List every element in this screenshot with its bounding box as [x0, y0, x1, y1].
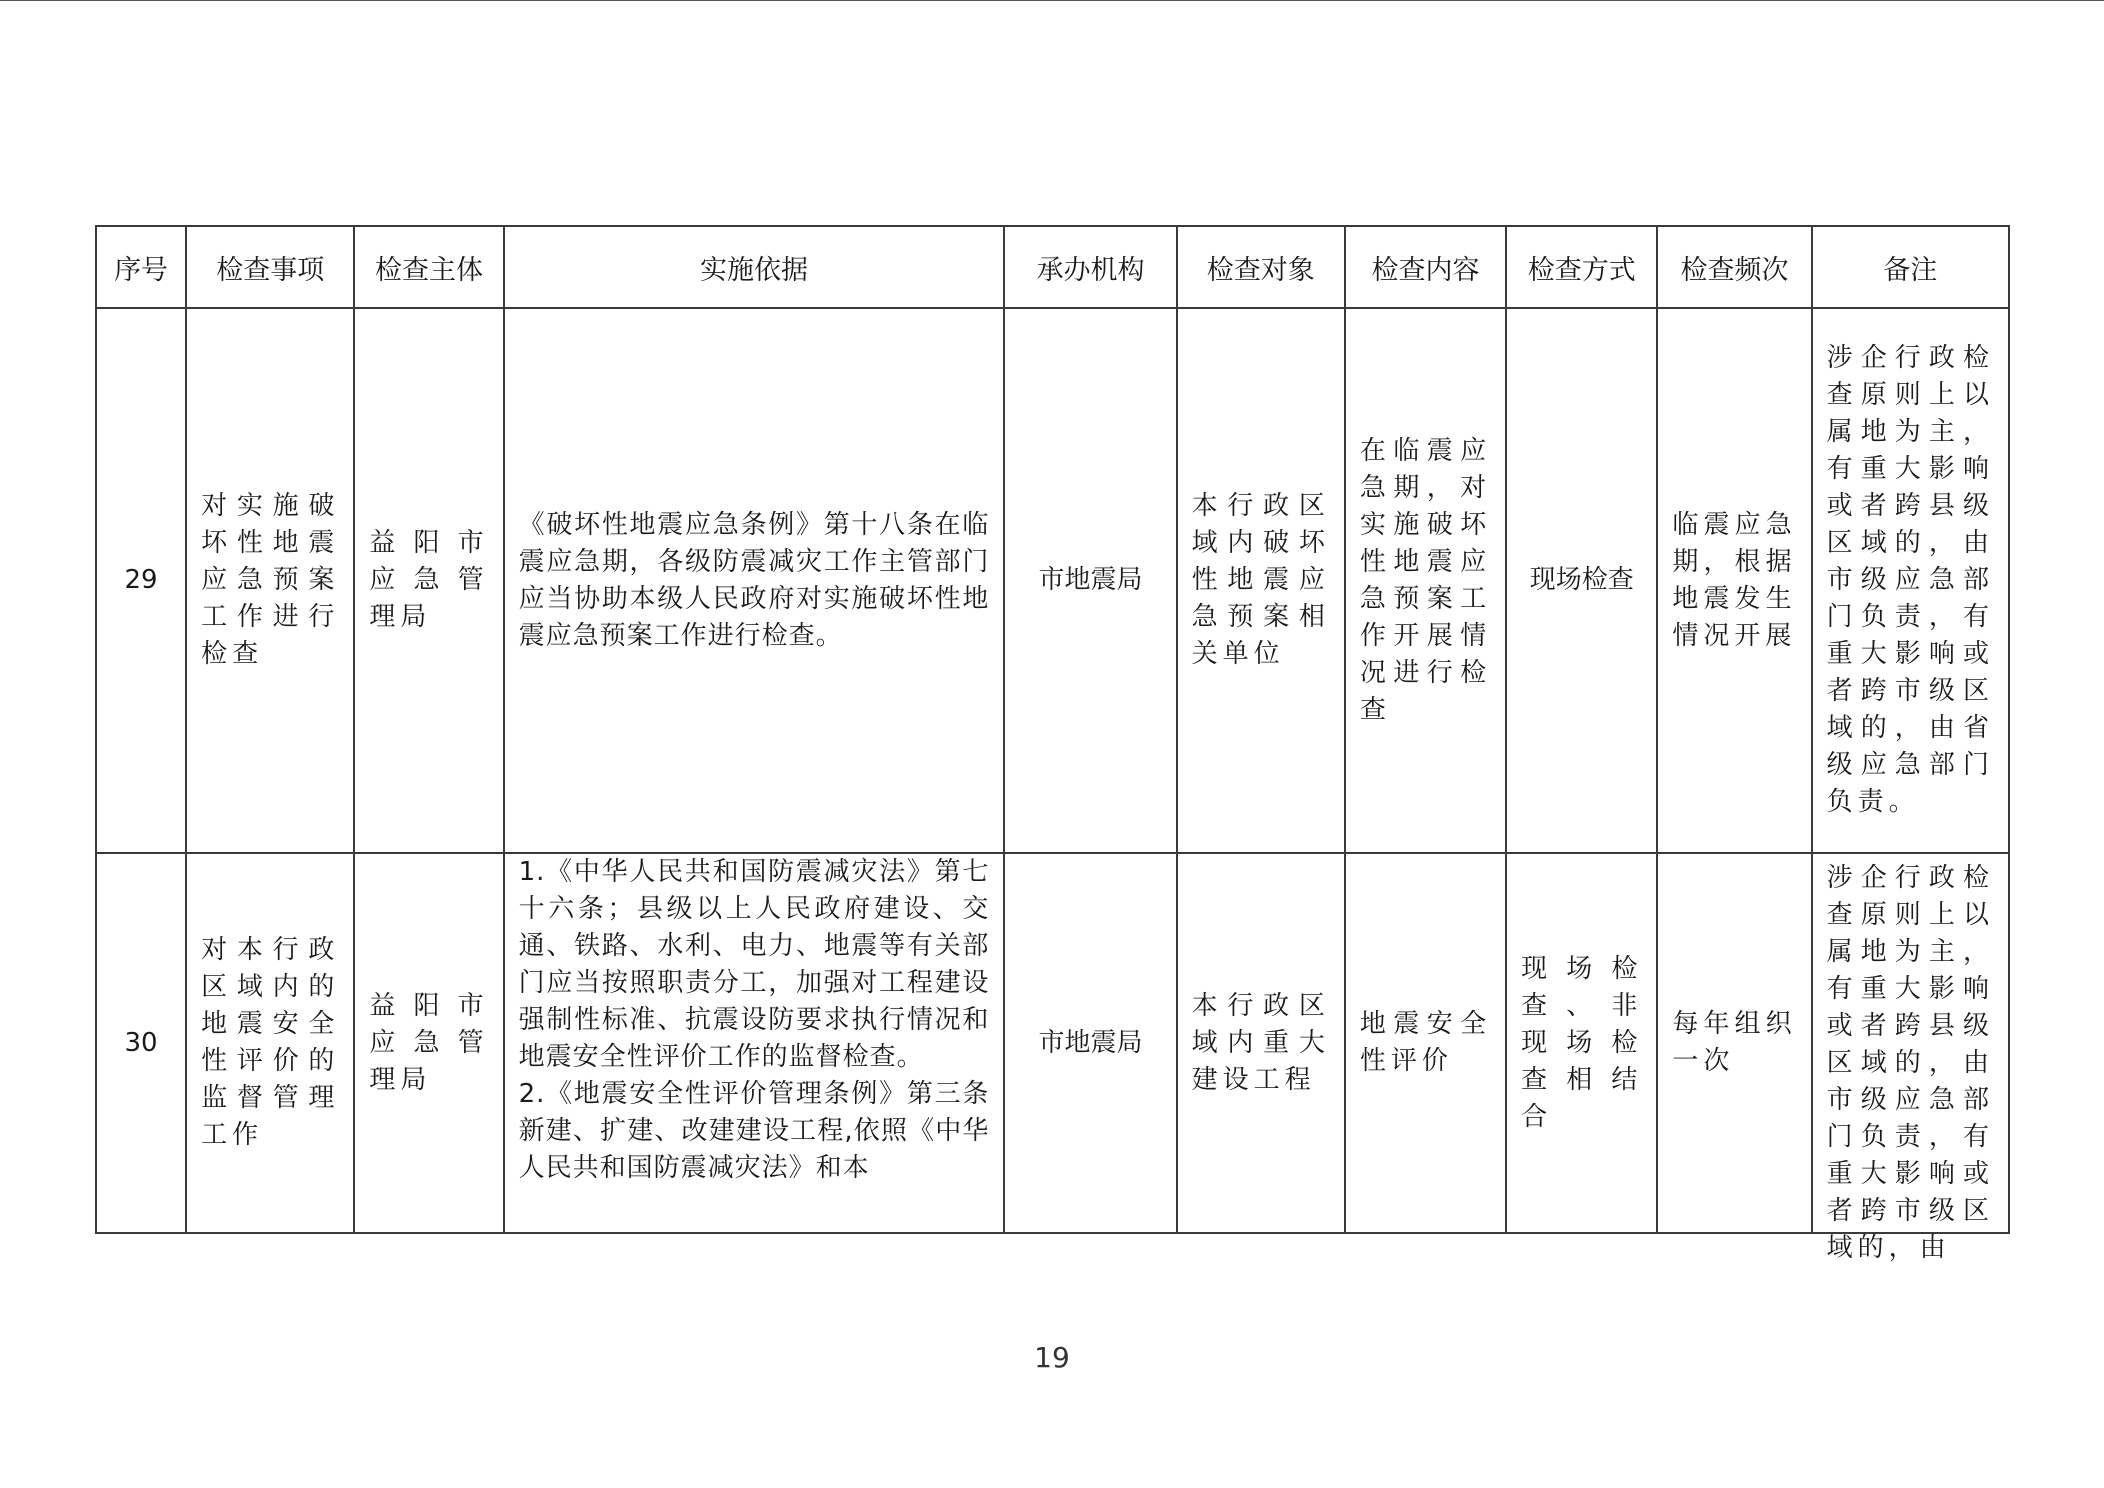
cell-content	[1345, 853, 1506, 1233]
header-target: 检查对象	[1177, 226, 1345, 308]
cell-frequency	[1657, 853, 1811, 1233]
cell-remark	[1812, 853, 2009, 1263]
cell-target	[1177, 308, 1345, 853]
remark-container	[1813, 854, 2008, 1263]
inspection-item: 对本行政区域内的地震安全性评价的监督管理工作	[201, 935, 340, 1150]
legal-basis-container	[505, 854, 1017, 1232]
header-method: 检查方式	[1506, 226, 1657, 308]
row-number: 29	[124, 565, 158, 595]
header-basis: 实施依据	[504, 226, 1005, 308]
legal-basis-paragraph: 2.《地震安全性评价管理条例》第三条 新建、扩建、改建建设工程,依照《中华人民共和国防震减灾法》和本	[518, 1079, 1017, 1183]
header-item: 检查事项	[186, 226, 354, 308]
inspection-target: 本行政区域内破坏性地震应急预案相关单位	[1191, 491, 1330, 669]
remark: 涉企行政检查原则上以属地为主，有重大影响或者跨县级区域的，由市级应急部门负责，有重大影响或者跨市级区域的，由	[1826, 863, 1994, 1263]
inspection-method: 现场检查、非现场检查相结合	[1521, 953, 1643, 1132]
inspection-subject: 益阳市应急管理局	[369, 990, 489, 1095]
cell-no	[96, 853, 186, 1233]
cell-subject	[354, 308, 503, 853]
table-row	[96, 853, 2009, 1233]
row-number: 30	[124, 1027, 158, 1058]
cell-agency	[1004, 853, 1176, 1233]
cell-no	[96, 308, 186, 853]
page-top-rule	[0, 0, 2104, 1]
cell-method	[1506, 308, 1657, 853]
inspection-content: 在临震应急期，对实施破坏性地震应急预案工作开展情况进行检查	[1359, 435, 1492, 725]
cell-item	[186, 853, 354, 1233]
cell-agency	[1004, 308, 1176, 853]
table-header-row	[96, 226, 2009, 308]
inspection-frequency: 临震应急期，根据地震发生情况开展	[1672, 509, 1797, 651]
inspection-target: 本行政区域内重大建设工程	[1191, 990, 1330, 1095]
page-number: 19	[1034, 1341, 1070, 1374]
header-no: 序号	[96, 226, 186, 308]
header-subject: 检查主体	[354, 226, 503, 308]
cell-method	[1506, 853, 1657, 1233]
cell-target	[1177, 853, 1345, 1233]
inspection-item: 对实施破坏性地震应急预案工作进行检查	[201, 491, 340, 669]
cell-content	[1345, 308, 1506, 853]
inspection-method: 现场检查	[1529, 565, 1634, 595]
handling-agency: 市地震局	[1038, 565, 1143, 595]
inspection-content: 地震安全性评价	[1359, 1009, 1492, 1076]
legal-basis: 《破坏性地震应急条例》第十八条在临震应急期，各级防震减灾工作主管部门应当协助本级人民政府对实施破坏性地震应急预案工作进行检查。	[518, 509, 990, 651]
cell-subject	[354, 853, 503, 1233]
header-content: 检查内容	[1345, 226, 1506, 308]
handling-agency: 市地震局	[1038, 1027, 1143, 1058]
cell-basis	[504, 853, 1017, 1233]
header-frequency: 检查频次	[1657, 226, 1811, 308]
inspection-table	[95, 225, 2010, 1263]
cell-basis	[504, 308, 1005, 853]
header-agency: 承办机构	[1004, 226, 1176, 308]
legal-basis-paragraph: 1.《中华人民共和国防震减灾法》第七十六条；县级以上人民政府建设、交通、铁路、水利、电力、地震等有关部门应当按照职责分工，加强对工程建设强制性标准、抗震设防要求执行情况和地震安全性评价工作的监督检查。	[518, 857, 990, 1072]
inspection-subject: 益阳市应急管理局	[369, 528, 489, 632]
cell-remark	[1812, 308, 2009, 853]
remark: 涉企行政检查原则上以属地为主，有重大影响或者跨县级区域的，由市级应急部门负责，有重大影响或者跨市级区域的，由省级应急部门负责。	[1826, 343, 1994, 817]
header-remark: 备注	[1812, 226, 2009, 308]
cell-frequency	[1657, 308, 1811, 853]
table-row	[96, 308, 2009, 853]
inspection-frequency: 每年组织一次	[1672, 1009, 1797, 1076]
cell-item	[186, 308, 354, 853]
